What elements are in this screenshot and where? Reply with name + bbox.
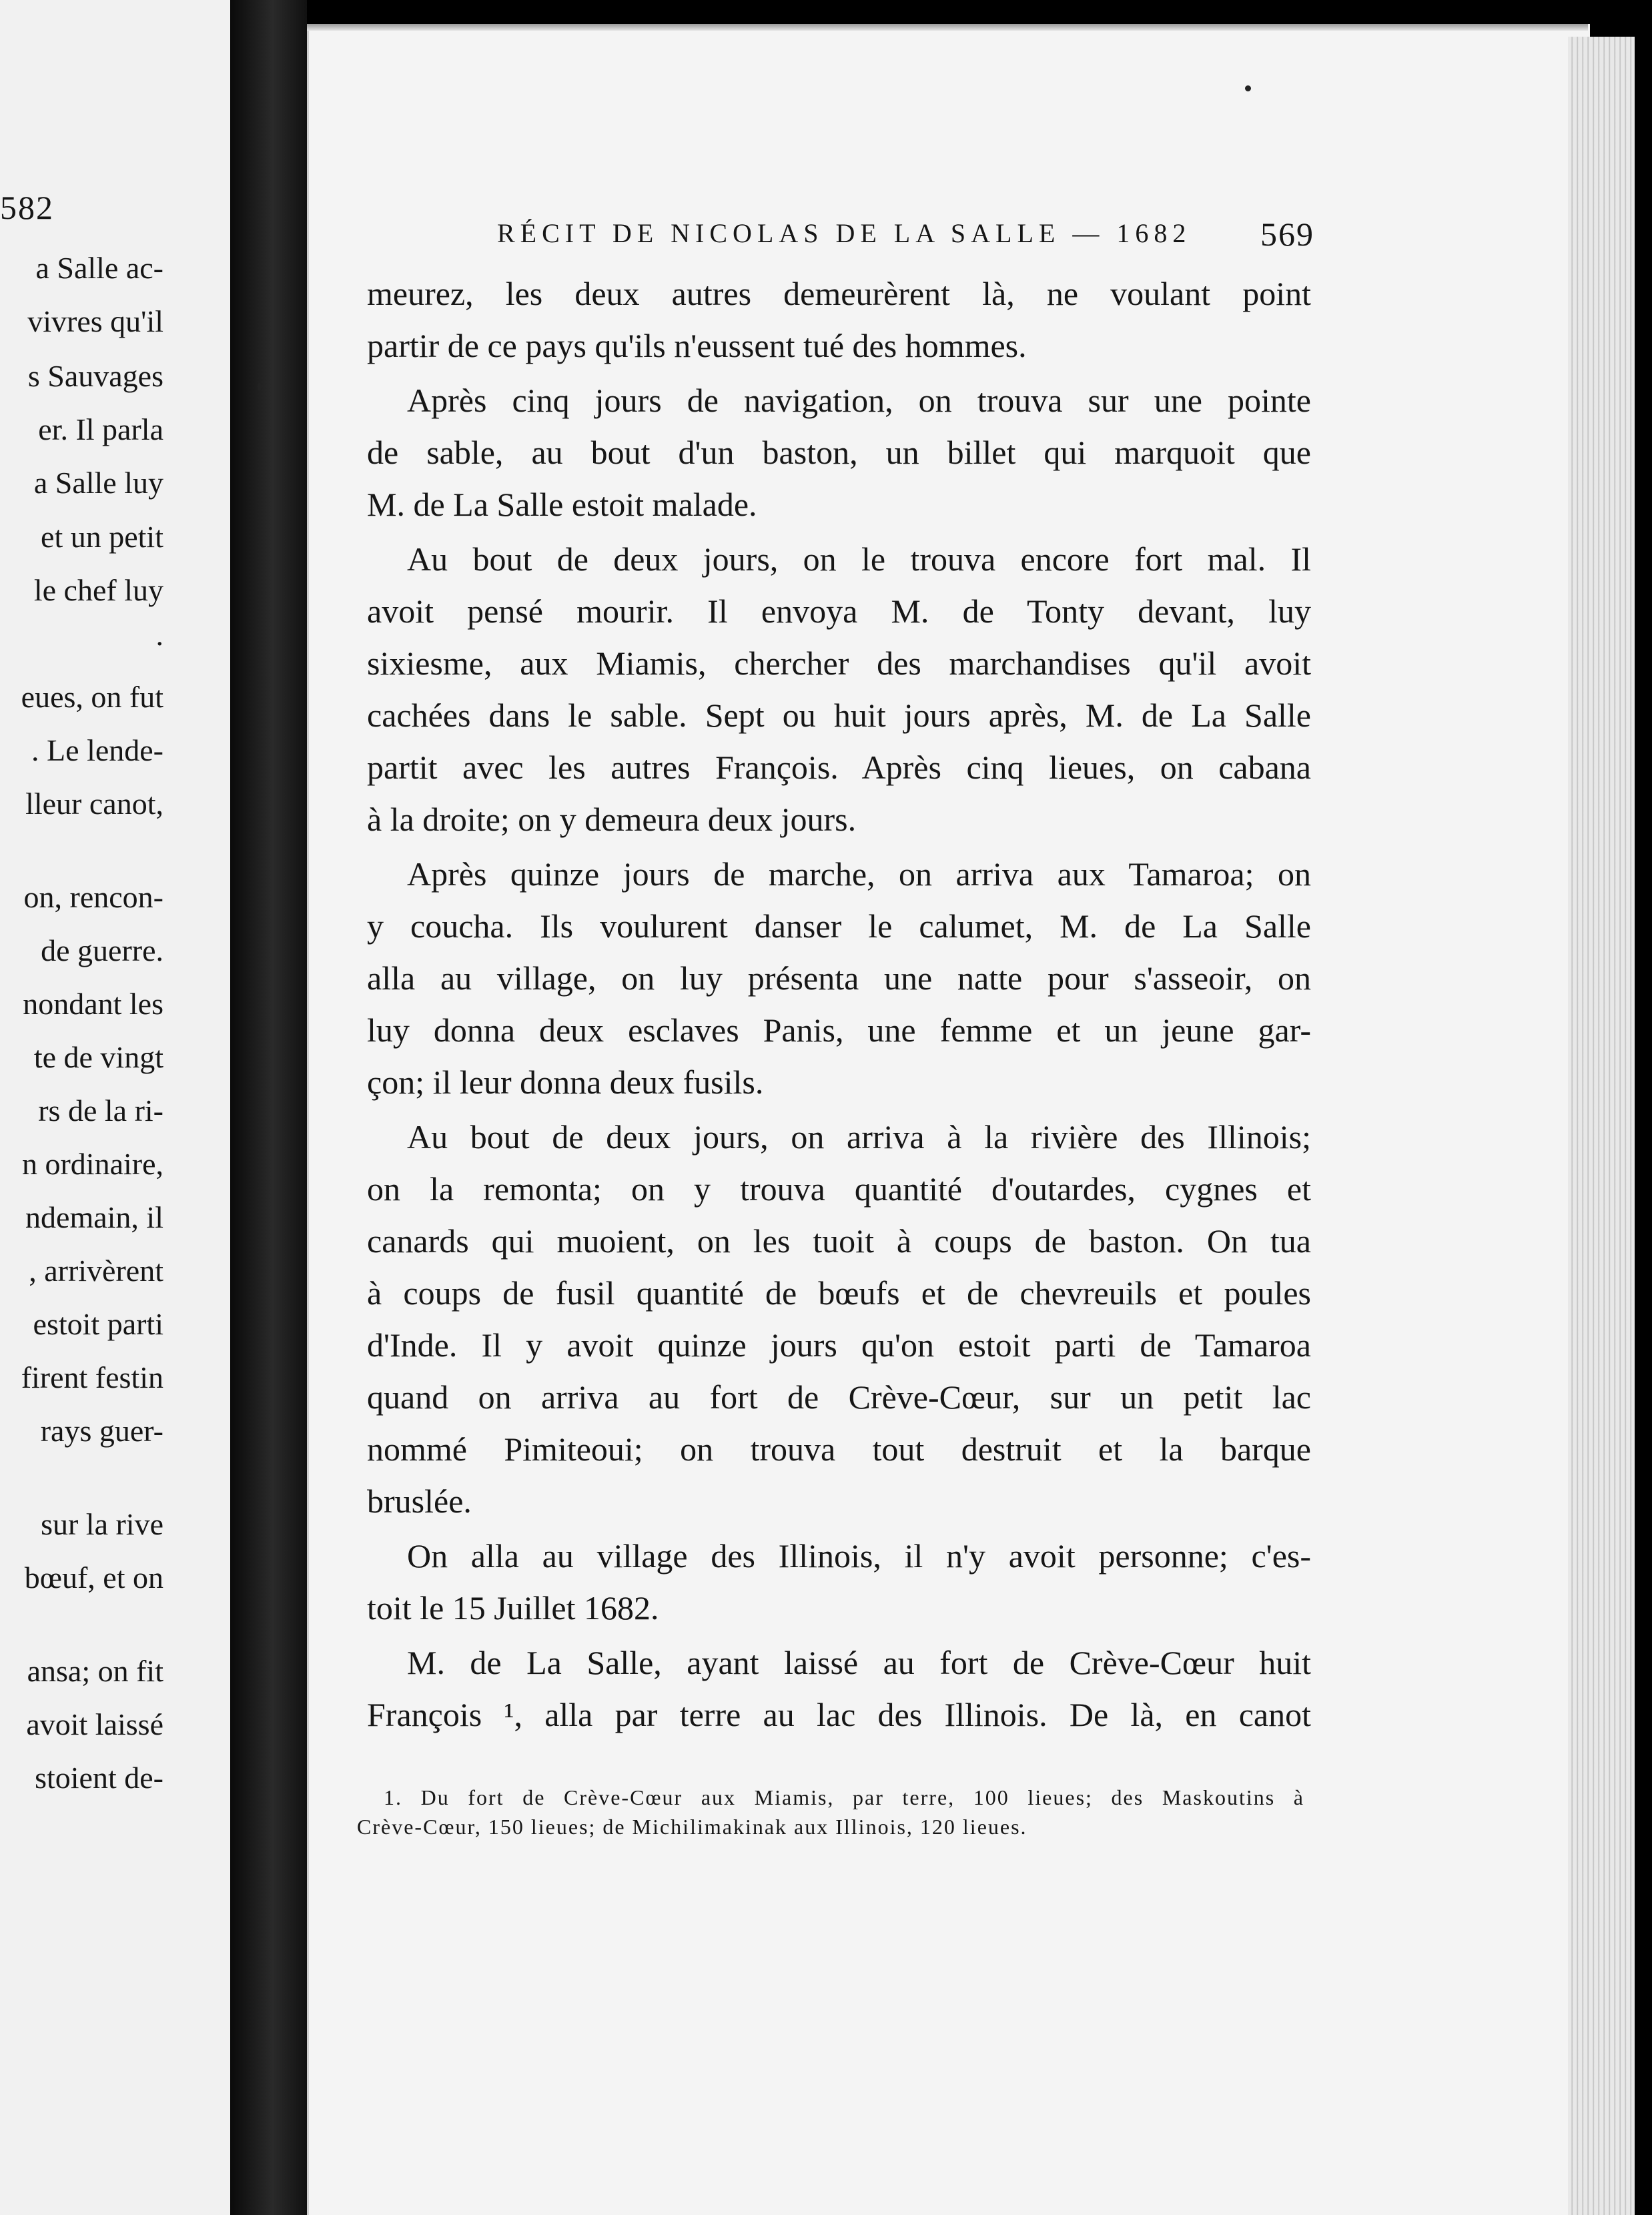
running-header xyxy=(497,215,1314,255)
left-page-line: de guerre. xyxy=(41,933,163,967)
body-line: François ¹, alla par terre au lac des Illinois. De là, en canot xyxy=(367,1696,1311,1733)
body-line: bruslée. xyxy=(367,1482,472,1520)
book-gutter xyxy=(230,0,307,2215)
left-page-line: firent festin xyxy=(21,1360,163,1394)
body-line: à coups de fusil quantité de bœufs et de chevreuils et poules xyxy=(367,1274,1311,1312)
left-page-line: a Salle ac- xyxy=(35,251,163,285)
body-line: y coucha. Ils voulurent danser le calumet, M. de La Salle xyxy=(367,907,1311,945)
body-line: meurez, les deux autres demeurèrent là, ne voulant point xyxy=(367,275,1311,312)
left-page-line: on, rencon- xyxy=(23,880,163,914)
body-line: toit le 15 Juillet 1682. xyxy=(367,1589,659,1627)
left-page-line: rays guer- xyxy=(40,1414,163,1448)
left-page-line: nondant les xyxy=(23,987,163,1021)
body-line: nommé Pimiteoui; on trouva tout destruit et la barque xyxy=(367,1430,1311,1468)
body-line: quand on arriva au fort de Crève-Cœur, sur un petit lac xyxy=(367,1378,1311,1416)
footnote-line: 1. Du fort de Crève-Cœur aux Miamis, par terre, 100 lieues; des Maskoutins à xyxy=(384,1785,1304,1809)
left-page-line: eues, on fut xyxy=(21,680,163,714)
body-line: on la remonta; on y trouva quantité d'outardes, cygnes et xyxy=(367,1170,1311,1208)
body-line: canards qui muoient, on les tuoit à coups de baston. On tua xyxy=(367,1222,1311,1260)
left-page-line: ndemain, il xyxy=(25,1200,163,1234)
body-line: partir de ce pays qu'ils n'eussent tué des hommes. xyxy=(367,327,1027,364)
body-line: On alla au village des Illinois, il n'y avoit personne; c'es- xyxy=(407,1537,1311,1575)
body-line: luy donna deux esclaves Panis, une femme et un jeune gar- xyxy=(367,1011,1311,1049)
body-line: çon; il leur donna deux fusils. xyxy=(367,1063,764,1101)
body-line: Au bout de deux jours, on le trouva encore fort mal. Il xyxy=(407,540,1311,578)
body-line: Après quinze jours de marche, on arriva aux Tamaroa; on xyxy=(407,855,1311,893)
left-page-line: n ordinaire, xyxy=(21,1147,163,1181)
left-page-line: ansa; on fit xyxy=(27,1654,163,1688)
left-page-line: rs de la ri- xyxy=(38,1093,163,1128)
body-line: alla au village, on luy présenta une natte pour s'asseoir, on xyxy=(367,959,1311,997)
left-page-line: , arrivèrent xyxy=(29,1254,163,1288)
left-page-line: te de vingt xyxy=(33,1040,163,1074)
left-page-line: lleur canot, xyxy=(25,787,163,821)
body-line: partit avec les autres François. Après cinq lieues, on cabana xyxy=(367,749,1311,786)
page-edge-stack xyxy=(1568,37,1635,2215)
left-page-line: avoit laissé xyxy=(26,1707,163,1741)
left-page-line: vivres qu'il xyxy=(27,304,163,338)
body-line: de sable, au bout d'un baston, un billet qui marquoit que xyxy=(367,434,1311,471)
left-page-line: . Le lende- xyxy=(31,733,163,767)
body-line: avoit pensé mourir. Il envoya M. de Tonty devant, luy xyxy=(367,592,1311,630)
print-speck xyxy=(1245,85,1251,91)
left-page-line: a Salle luy xyxy=(33,466,163,500)
body-line: à la droite; on y demeura deux jours. xyxy=(367,801,857,838)
body-line: Après cinq jours de navigation, on trouva sur une pointe xyxy=(407,382,1311,419)
body-line: M. de La Salle estoit malade. xyxy=(367,486,757,523)
left-page-line: . xyxy=(155,618,163,652)
left-page xyxy=(0,0,230,2215)
body-line: M. de La Salle, ayant laissé au fort de Crève-Cœur huit xyxy=(407,1644,1311,1681)
left-page-line: bœuf, et on xyxy=(24,1561,163,1595)
print-speck xyxy=(258,383,262,391)
left-page-line: stoient de- xyxy=(35,1761,163,1795)
page-top-edge xyxy=(307,24,1588,31)
left-page-line: er. Il parla xyxy=(38,412,163,446)
body-text xyxy=(367,274,1311,1768)
body-line: cachées dans le sable. Sept ou huit jours après, M. de La Salle xyxy=(367,697,1311,734)
left-page-number: 582 xyxy=(0,189,54,226)
left-page-line: s Sauvages xyxy=(27,359,163,393)
left-page-line: sur la rive xyxy=(41,1507,163,1541)
page-number: 569 xyxy=(1260,215,1314,253)
running-header-title: RÉCIT DE NICOLAS DE LA SALLE — 1682 xyxy=(497,218,1192,248)
left-page-line: le chef luy xyxy=(33,573,163,607)
footnote-line: Crève-Cœur, 150 lieues; de Michilimakinak aux Illinois, 120 lieues. xyxy=(357,1815,1027,1839)
body-line: sixiesme, aux Miamis, chercher des marchandises qu'il avoit xyxy=(367,644,1311,682)
body-line: Au bout de deux jours, on arriva à la rivière des Illinois; xyxy=(407,1118,1311,1156)
left-page-line: estoit parti xyxy=(33,1307,163,1341)
left-page-line: et un petit xyxy=(41,520,163,554)
body-line: d'Inde. Il y avoit quinze jours qu'on estoit parti de Tamaroa xyxy=(367,1326,1311,1364)
